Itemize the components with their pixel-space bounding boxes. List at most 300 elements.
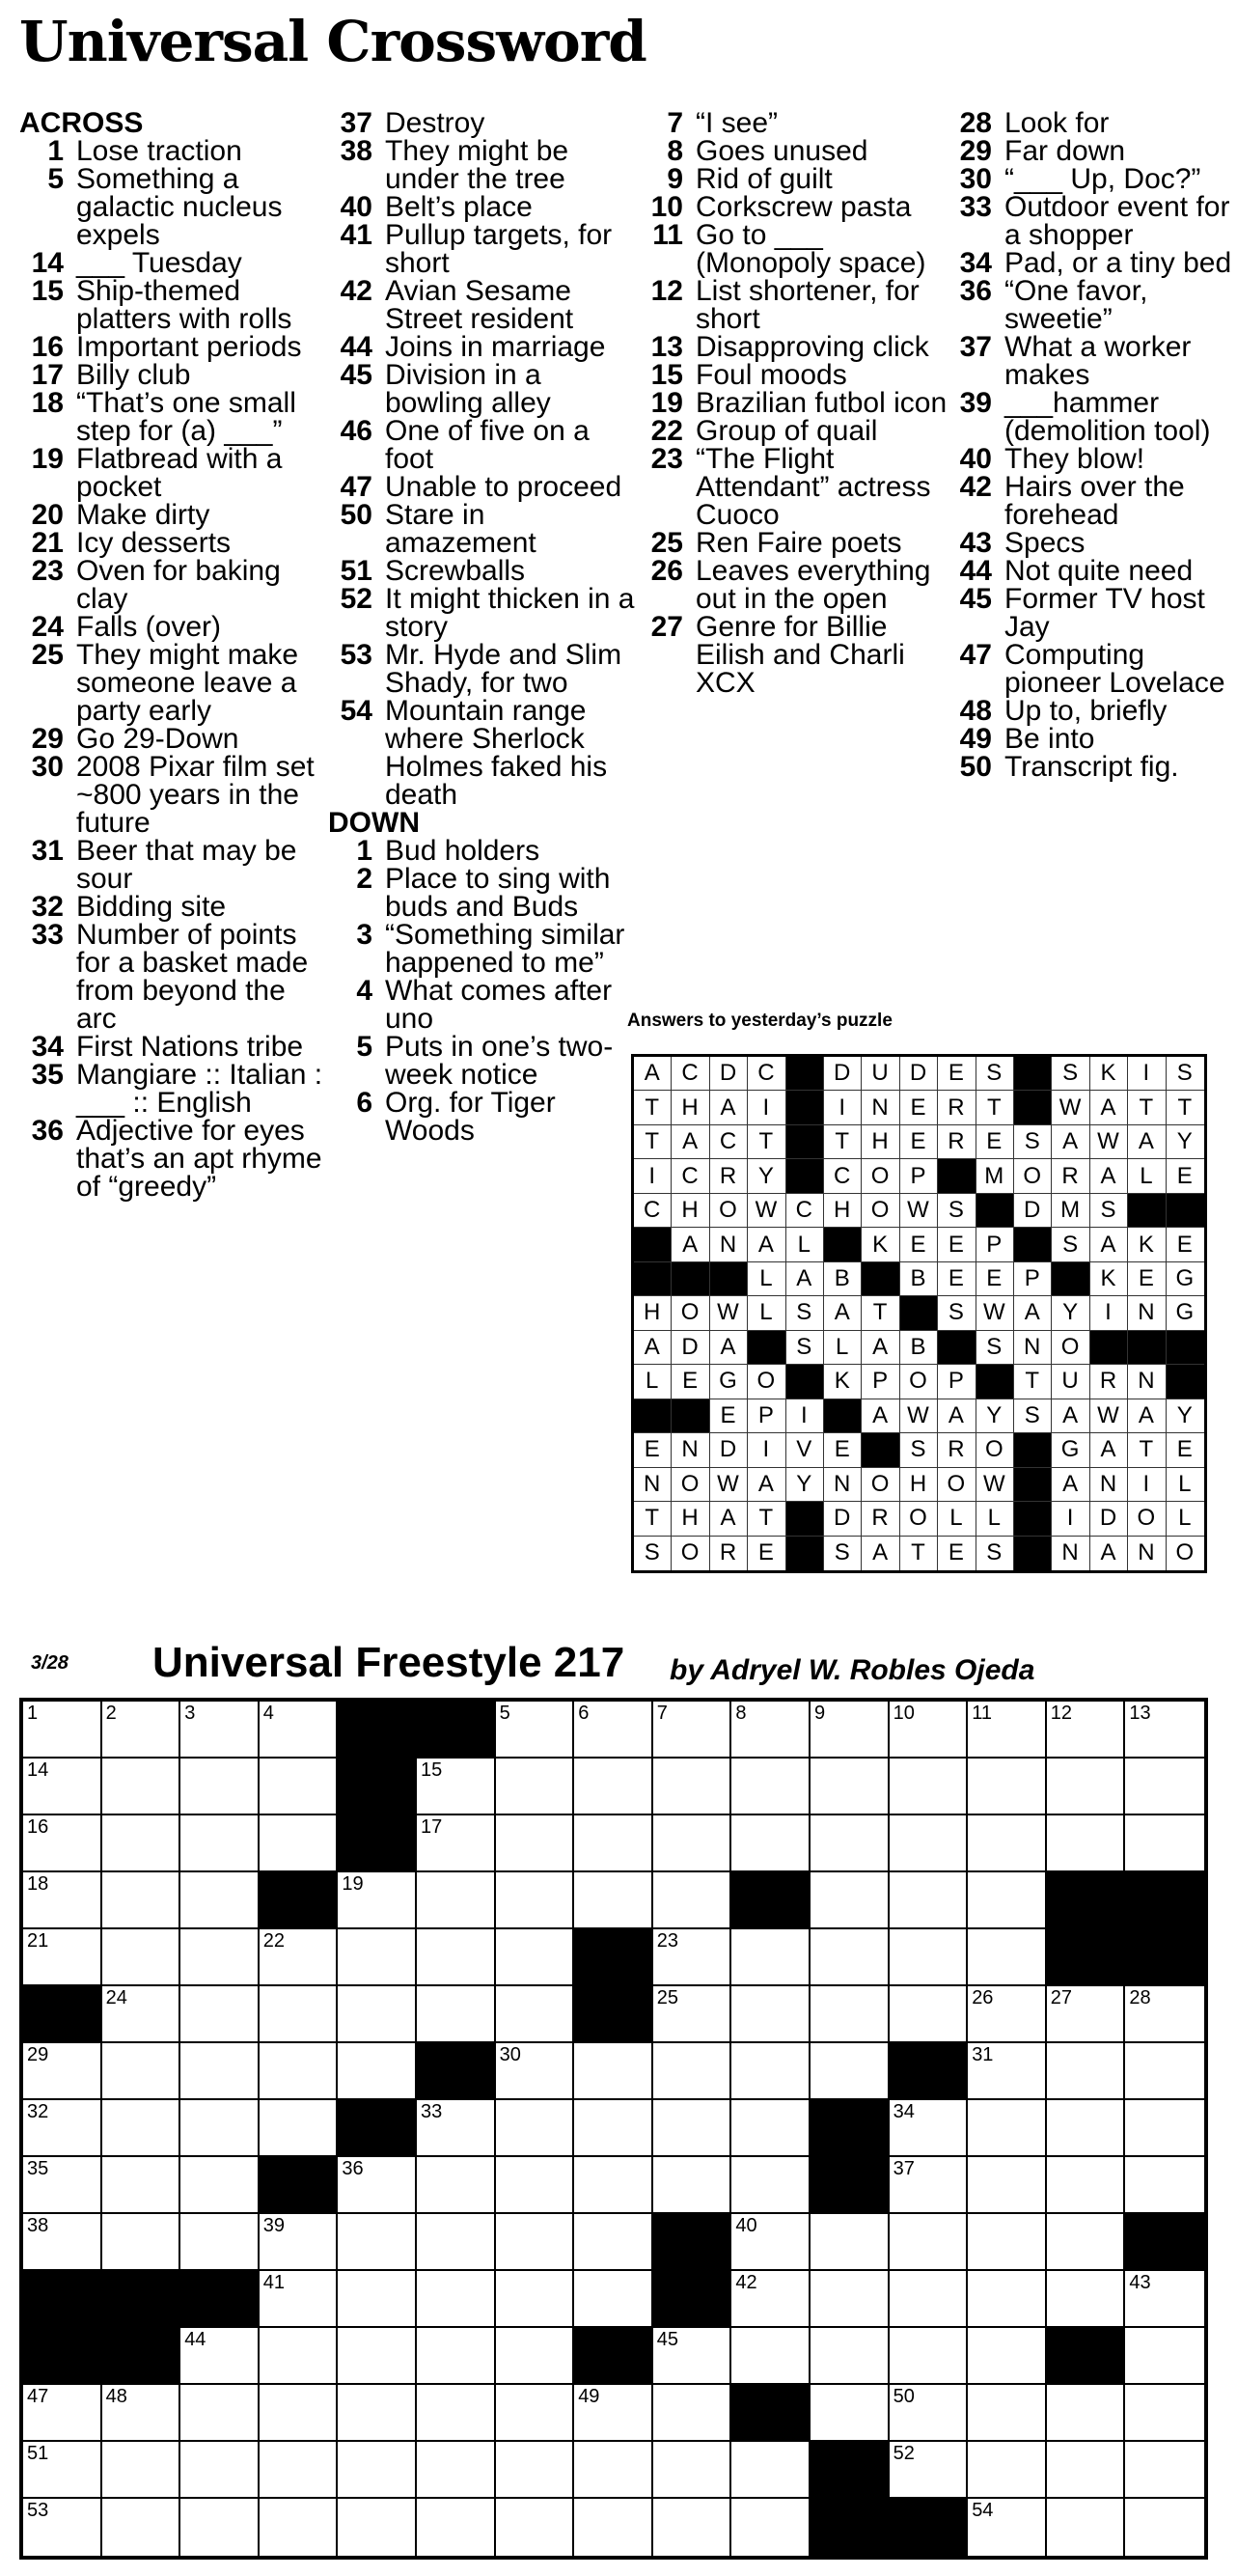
down-clue[interactable] [948,277,1237,333]
down-clue[interactable] [948,725,1237,753]
grid-cell[interactable] [653,2385,732,2442]
grid-cell[interactable] [260,1929,339,1986]
grid-cell[interactable] [417,2214,496,2271]
grid-cell[interactable] [890,1759,969,1815]
down-clue[interactable] [948,753,1237,781]
grid-cell[interactable] [102,2499,181,2556]
grid-cell[interactable] [574,1702,653,1759]
across-clue[interactable] [19,725,326,753]
across-clue[interactable] [328,109,637,137]
across-clue[interactable] [19,501,326,529]
grid-cell[interactable] [260,1986,339,2043]
grid-cell[interactable] [417,2100,496,2157]
grid-cell[interactable] [180,1986,260,2043]
grid-cell[interactable] [574,1759,653,1815]
grid-cell[interactable] [731,2043,811,2100]
across-clue[interactable] [19,529,326,557]
grid-cell[interactable] [496,1759,575,1815]
across-clue[interactable] [328,137,637,193]
grid-cell[interactable] [968,2043,1047,2100]
across-clue[interactable] [328,333,637,361]
clue-text: Joins in marriage [385,331,606,363]
grid-cell[interactable] [496,2157,575,2214]
answer-black-square [1167,1194,1204,1228]
grid-cell[interactable] [968,2442,1047,2499]
grid-cell[interactable] [731,1815,811,1872]
grid-cell[interactable] [574,2043,653,2100]
grid-cell[interactable] [338,1929,417,1986]
answer-black-square [938,1331,976,1365]
grid-cell[interactable] [1047,1986,1126,2043]
grid-cell[interactable] [731,2214,811,2271]
grid-cell[interactable] [260,2271,339,2328]
grid-cell[interactable] [102,2100,181,2157]
answer-black-square [976,1365,1014,1399]
grid-cell[interactable] [1047,2442,1126,2499]
answer-black-square [1014,1091,1052,1124]
grid-cell[interactable] [890,2157,969,2214]
grid-cell[interactable] [338,2043,417,2100]
grid-cell[interactable] [102,1872,181,1929]
grid-cell[interactable] [180,2328,260,2385]
down-clue[interactable] [948,193,1237,249]
clue-text: Billy club [76,359,191,391]
down-clue[interactable] [328,1089,637,1145]
answer-cell: T [634,1502,672,1536]
grid-cell[interactable] [1125,1815,1204,1872]
grid-cell[interactable] [496,1872,575,1929]
grid-cell[interactable] [890,1872,969,1929]
grid-cell[interactable] [1125,2271,1204,2328]
answer-black-square [862,1433,899,1467]
clue-number: 37 [340,107,372,139]
black-square [731,1872,811,1929]
answer-cell: I [634,1159,672,1193]
grid-cell[interactable] [180,1815,260,1872]
grid-cell[interactable] [811,2043,890,2100]
grid-cell[interactable] [1047,2043,1126,2100]
grid-cell[interactable] [1125,2157,1204,2214]
across-clue[interactable] [19,333,326,361]
grid-cell[interactable] [1125,1759,1204,1815]
across-clue[interactable] [19,361,326,389]
grid-cell[interactable] [180,1702,260,1759]
grid-cell[interactable] [496,1815,575,1872]
grid-cell[interactable] [1125,2499,1204,2556]
grid-cell[interactable] [1125,1986,1204,2043]
down-clue[interactable] [639,361,948,389]
grid-cell[interactable] [496,2499,575,2556]
across-clue[interactable] [19,557,326,613]
grid-cell[interactable] [731,1702,811,1759]
grid-cell[interactable] [653,2499,732,2556]
across-clue[interactable] [19,1061,326,1117]
grid-cell[interactable] [811,1702,890,1759]
grid-cell[interactable] [811,1815,890,1872]
grid-cell[interactable] [496,1929,575,1986]
down-clue[interactable] [948,585,1237,641]
grid-cell[interactable] [338,2214,417,2271]
across-clue[interactable] [328,585,637,641]
grid-cell[interactable] [496,2442,575,2499]
across-clue[interactable] [328,221,637,277]
grid-cell[interactable] [180,2442,260,2499]
grid-cell[interactable] [968,2328,1047,2385]
across-clue[interactable] [328,641,637,697]
grid-cell[interactable] [496,2328,575,2385]
grid-cell[interactable] [102,2043,181,2100]
grid-cell[interactable] [653,2442,732,2499]
grid-cell[interactable] [102,1929,181,1986]
grid-cell[interactable] [260,2100,339,2157]
grid-cell[interactable] [260,2328,339,2385]
clue-number: 23 [31,555,64,587]
grid-cell[interactable] [1047,1759,1126,1815]
grid-cell[interactable] [890,1986,969,2043]
down-clue[interactable] [639,165,948,193]
cell-number: 43 [1129,2272,1151,2293]
grid-cell[interactable] [417,1929,496,1986]
grid-cell[interactable] [23,2043,102,2100]
grid-cell[interactable] [731,2499,811,2556]
across-clue[interactable] [328,277,637,333]
clue-text: Mountain range where Sherlock Holmes faked his death [385,695,608,811]
grid-cell[interactable] [574,1815,653,1872]
grid-cell[interactable] [102,2157,181,2214]
grid-cell[interactable] [23,2157,102,2214]
grid-cell[interactable] [968,1986,1047,2043]
across-clue[interactable] [19,613,326,641]
grid-cell[interactable] [417,1815,496,1872]
across-clue[interactable] [19,893,326,921]
grid-cell[interactable] [731,2328,811,2385]
grid-cell[interactable] [180,2214,260,2271]
grid-cell[interactable] [417,1759,496,1815]
grid-cell[interactable] [180,2100,260,2157]
grid-cell[interactable] [1125,1702,1204,1759]
grid-cell[interactable] [968,2499,1047,2556]
grid-cell[interactable] [23,1815,102,1872]
grid-cell[interactable] [653,1986,732,2043]
grid-cell[interactable] [338,2328,417,2385]
black-square [1047,1872,1126,1929]
grid-cell[interactable] [1047,1815,1126,1872]
grid-cell[interactable] [338,2157,417,2214]
grid-cell[interactable] [180,2157,260,2214]
down-clue[interactable] [639,557,948,613]
cell-number: 45 [656,2329,679,2350]
grid-cell[interactable] [102,1759,181,1815]
grid-cell[interactable] [23,1702,102,1759]
grid-cell[interactable] [653,1702,732,1759]
grid-cell[interactable] [574,2271,653,2328]
answer-cell: I [1052,1502,1089,1536]
answer-cell: O [1014,1159,1052,1193]
grid-cell[interactable] [653,1929,732,1986]
grid-cell[interactable] [968,1759,1047,1815]
down-clue[interactable] [639,613,948,697]
grid-cell[interactable] [731,2271,811,2328]
grid-cell[interactable] [23,2442,102,2499]
grid-cell[interactable] [338,1986,417,2043]
grid-cell[interactable] [1047,1702,1126,1759]
grid-cell[interactable] [731,2442,811,2499]
across-clue[interactable] [19,837,326,893]
clue-text: Adjective for eyes that’s an apt rhyme of “greedy” [76,1115,322,1203]
grid-cell[interactable] [968,2385,1047,2442]
down-clue[interactable] [948,697,1237,725]
down-clue[interactable] [948,473,1237,529]
across-clue[interactable] [328,697,637,809]
grid-cell[interactable] [260,2385,339,2442]
grid-cell[interactable] [260,2214,339,2271]
down-clue[interactable] [639,389,948,417]
grid-cell[interactable] [23,1872,102,1929]
grid-cell[interactable] [574,2100,653,2157]
grid-cell[interactable] [338,1872,417,1929]
grid-cell[interactable] [968,2100,1047,2157]
grid-cell[interactable] [574,2499,653,2556]
grid-cell[interactable] [890,1929,969,1986]
clue-number: 44 [340,331,372,363]
grid-cell[interactable] [811,2328,890,2385]
grid-cell[interactable] [260,2043,339,2100]
grid-cell[interactable] [102,1702,181,1759]
down-clue[interactable] [948,249,1237,277]
grid-cell[interactable] [23,1929,102,1986]
grid-cell[interactable] [653,2157,732,2214]
grid-cell[interactable] [180,1929,260,1986]
grid-cell[interactable] [890,2442,969,2499]
across-clue[interactable] [19,1033,326,1061]
grid-cell[interactable] [731,2100,811,2157]
grid-cell[interactable] [338,2499,417,2556]
grid-cell[interactable] [811,2214,890,2271]
grid-cell[interactable] [968,1815,1047,1872]
clue-text: Look for [1004,107,1110,139]
grid-cell[interactable] [417,1986,496,2043]
down-clue[interactable] [948,529,1237,557]
grid-cell[interactable] [496,2043,575,2100]
across-clue[interactable] [328,557,637,585]
grid-cell[interactable] [102,2442,181,2499]
across-clue[interactable] [19,165,326,249]
grid-cell[interactable] [496,2385,575,2442]
grid-cell[interactable] [890,2271,969,2328]
down-clue[interactable] [948,333,1237,389]
grid-cell[interactable] [731,1759,811,1815]
down-clue[interactable] [948,109,1237,137]
grid-cell[interactable] [180,2043,260,2100]
across-clue[interactable] [19,445,326,501]
grid-cell[interactable] [102,2214,181,2271]
grid-cell[interactable] [417,2499,496,2556]
grid-cell[interactable] [811,2271,890,2328]
across-clue[interactable] [19,753,326,837]
grid-cell[interactable] [260,1702,339,1759]
grid-cell[interactable] [496,1702,575,1759]
grid-cell[interactable] [417,2442,496,2499]
down-clue[interactable] [639,529,948,557]
grid-cell[interactable] [1125,2043,1204,2100]
down-clue[interactable] [639,109,948,137]
grid-cell[interactable] [417,2157,496,2214]
down-clue[interactable] [639,221,948,277]
grid-cell[interactable] [1047,2157,1126,2214]
down-clue[interactable] [948,557,1237,585]
across-clue[interactable] [19,277,326,333]
across-clue[interactable] [328,473,637,501]
grid-cell[interactable] [496,2100,575,2157]
clue-text: Ren Faire poets [696,527,902,559]
grid-cell[interactable] [890,1815,969,1872]
grid-cell[interactable] [731,2157,811,2214]
grid-cell[interactable] [1125,2328,1204,2385]
across-clue[interactable] [19,389,326,445]
grid-cell[interactable] [417,1872,496,1929]
grid-cell[interactable] [496,2271,575,2328]
grid-cell[interactable] [653,2100,732,2157]
grid-cell[interactable] [890,2328,969,2385]
grid-cell[interactable] [731,1986,811,2043]
grid-cell[interactable] [968,1872,1047,1929]
grid-cell[interactable] [731,1929,811,1986]
grid-cell[interactable] [1125,2385,1204,2442]
across-clue[interactable] [19,641,326,725]
across-clue[interactable] [328,193,637,221]
grid-cell[interactable] [968,1929,1047,1986]
clue-number: 39 [959,387,992,419]
grid-cell[interactable] [653,1815,732,1872]
grid-cell[interactable] [1047,2100,1126,2157]
grid-cell[interactable] [1047,2499,1126,2556]
grid-cell[interactable] [968,1702,1047,1759]
answer-cell: S [1167,1057,1204,1091]
grid-cell[interactable] [338,2271,417,2328]
grid-cell[interactable] [260,1815,339,1872]
grid-cell[interactable] [338,2442,417,2499]
grid-cell[interactable] [653,2328,732,2385]
grid-cell[interactable] [102,2385,181,2442]
grid-cell[interactable] [811,1759,890,1815]
answer-black-square [1128,1194,1166,1228]
clue-text: Falls (over) [76,611,222,643]
grid-cell[interactable] [890,2214,969,2271]
grid-cell[interactable] [23,2385,102,2442]
grid-cell[interactable] [102,1815,181,1872]
grid-cell[interactable] [102,1986,181,2043]
down-clue[interactable] [948,445,1237,473]
grid-cell[interactable] [1047,2271,1126,2328]
down-clue[interactable] [948,641,1237,697]
grid-cell[interactable] [653,1872,732,1929]
grid-cell[interactable] [260,2499,339,2556]
grid-cell[interactable] [811,1986,890,2043]
down-clue[interactable] [328,1033,637,1089]
down-clue[interactable] [948,137,1237,165]
down-clue[interactable] [328,837,637,865]
grid-cell[interactable] [417,2271,496,2328]
grid-cell[interactable] [653,1759,732,1815]
black-square [653,2214,732,2271]
grid-cell[interactable] [968,2271,1047,2328]
grid-cell[interactable] [1125,2442,1204,2499]
across-clue[interactable] [328,361,637,417]
black-square [1047,2328,1126,2385]
grid-cell[interactable] [23,2499,102,2556]
grid-cell[interactable] [574,2214,653,2271]
down-clue[interactable] [328,977,637,1033]
grid-cell[interactable] [260,2442,339,2499]
grid-cell[interactable] [417,2328,496,2385]
grid-cell[interactable] [23,1759,102,1815]
grid-cell[interactable] [574,2157,653,2214]
grid-cell[interactable] [1047,2385,1126,2442]
grid-cell[interactable] [1047,2214,1126,2271]
grid-cell[interactable] [496,1986,575,2043]
down-clue[interactable] [639,277,948,333]
clue-number: 54 [340,695,372,727]
down-clue[interactable] [639,445,948,529]
down-clue[interactable] [948,165,1237,193]
across-clue[interactable] [328,501,637,557]
clue-number: 12 [650,275,683,307]
grid-cell[interactable] [811,1929,890,1986]
answer-cell: A [862,1537,899,1570]
grid-cell[interactable] [180,1759,260,1815]
grid-cell[interactable] [180,2385,260,2442]
down-clue[interactable] [639,417,948,445]
down-clue[interactable] [948,389,1237,445]
answer-cell: E [1128,1262,1166,1296]
grid-cell[interactable] [574,2442,653,2499]
grid-cell[interactable] [23,2100,102,2157]
grid-cell[interactable] [890,2385,969,2442]
across-clue[interactable] [19,1117,326,1201]
grid-cell[interactable] [968,2157,1047,2214]
grid-cell[interactable] [653,2043,732,2100]
down-clue[interactable] [639,333,948,361]
grid-cell[interactable] [574,1872,653,1929]
grid-cell[interactable] [574,2385,653,2442]
grid-cell[interactable] [811,2385,890,2442]
across-clue[interactable] [328,417,637,473]
grid-cell[interactable] [180,1872,260,1929]
across-clue[interactable] [19,921,326,1033]
down-clue[interactable] [639,193,948,221]
grid-cell[interactable] [968,2214,1047,2271]
answer-cell: A [672,1228,709,1261]
grid-cell[interactable] [23,2214,102,2271]
grid-cell[interactable] [260,1759,339,1815]
across-clue[interactable] [19,249,326,277]
clue-text: Former TV host Jay [1004,583,1205,643]
across-clue[interactable] [19,137,326,165]
grid-cell[interactable] [496,2214,575,2271]
grid-cell[interactable] [1125,2100,1204,2157]
grid-cell[interactable] [338,2385,417,2442]
clue-number: 17 [31,359,64,391]
answer-black-square [672,1262,709,1296]
down-clue[interactable] [328,921,637,977]
grid-cell[interactable] [180,2499,260,2556]
grid-cell[interactable] [811,1872,890,1929]
down-clue[interactable] [639,137,948,165]
grid-cell[interactable] [890,1702,969,1759]
grid-cell[interactable] [890,2100,969,2157]
down-clue[interactable] [328,865,637,921]
grid-cell[interactable] [417,2385,496,2442]
